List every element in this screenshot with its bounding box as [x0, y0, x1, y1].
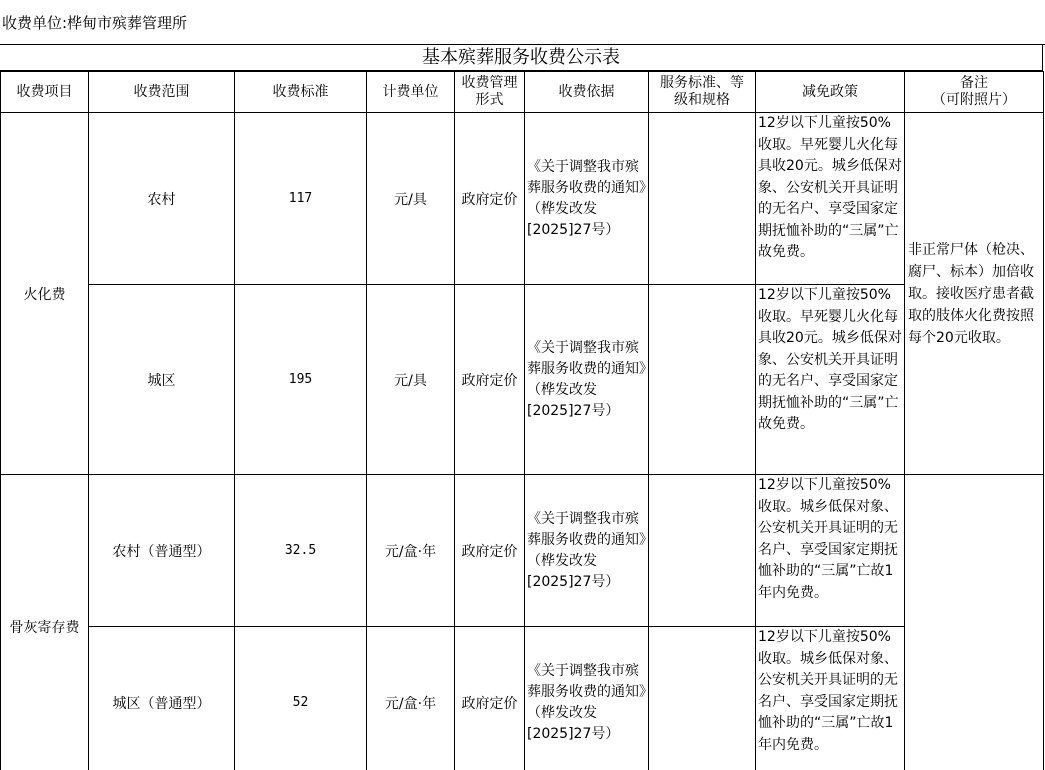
spec-cell — [649, 113, 756, 285]
form-cell: 政府定价 — [455, 475, 525, 627]
table-row — [1, 627, 1044, 770]
spec-cell — [649, 285, 756, 475]
scope-cell: 农村 — [89, 113, 235, 285]
spec-cell — [649, 627, 756, 770]
policy-cell: 12岁以下儿童按50%收取。城乡低保对象、公安机关开具证明的无名户、享受国家定期抚恤补助的“三属”亡故1年内免费。 — [756, 627, 905, 770]
basis-cell: 《关于调整我市殡葬服务收费的通知》（桦发改发[2025]27号） — [525, 113, 649, 285]
item-cell: 火化费 — [1, 113, 89, 475]
fee-table — [0, 71, 1044, 770]
col-header-form: 收费管理 形式 — [455, 72, 525, 113]
form-cell: 政府定价 — [455, 285, 525, 475]
standard-cell: 195 — [235, 285, 367, 475]
col-header-note: 备注 （可附照片） — [905, 72, 1044, 113]
policy-cell: 12岁以下儿童按50%收取。早死婴儿火化每具收20元。城乡低保对象、公安机关开具证明的无名户、享受国家定期抚恤补助的“三属”亡故免费。 — [756, 113, 905, 285]
basis-cell: 《关于调整我市殡葬服务收费的通知》（桦发改发[2025]27号） — [525, 627, 649, 770]
col-header-spec: 服务标准、等 级和规格 — [649, 72, 756, 113]
table-row — [1, 285, 1044, 475]
standard-cell: 52 — [235, 627, 367, 770]
scope-cell: 农村（普通型） — [89, 475, 235, 627]
unit-cell: 元/盒·年 — [367, 627, 455, 770]
note-cell: 非正常尸体（枪决、腐尸、标本）加倍收取。接收医疗患者截取的肢体火化费按照每个20元收取。 — [905, 113, 1044, 475]
spec-cell — [649, 475, 756, 627]
unit-cell: 元/具 — [367, 113, 455, 285]
table-title: 基本殡葬服务收费公示表 — [0, 44, 1043, 71]
table-row — [1, 113, 1044, 285]
unit-cell: 元/具 — [367, 285, 455, 475]
table-row — [1, 475, 1044, 627]
unit-cell: 元/盒·年 — [367, 475, 455, 627]
col-header-policy: 减免政策 — [756, 72, 905, 113]
col-header-unit: 计费单位 — [367, 72, 455, 113]
scope-cell: 城区（普通型） — [89, 627, 235, 770]
form-cell: 政府定价 — [455, 113, 525, 285]
basis-cell: 《关于调整我市殡葬服务收费的通知》（桦发改发[2025]27号） — [525, 285, 649, 475]
basis-cell: 《关于调整我市殡葬服务收费的通知》（桦发改发[2025]27号） — [525, 475, 649, 627]
col-header-scope: 收费范围 — [89, 72, 235, 113]
note-cell — [905, 475, 1044, 770]
policy-cell: 12岁以下儿童按50%收取。早死婴儿火化每具收20元。城乡低保对象、公安机关开具证明的无名户、享受国家定期抚恤补助的“三属”亡故免费。 — [756, 285, 905, 475]
table-top-border — [0, 44, 1045, 45]
item-cell: 骨灰寄存费 — [1, 475, 89, 770]
fee-table-sheet — [0, 44, 1045, 770]
fee-unit-label: 收费单位:桦甸市殡葬管理所 — [2, 14, 188, 32]
policy-cell: 12岁以下儿童按50%收取。城乡低保对象、公安机关开具证明的无名户、享受国家定期抚恤补助的“三属”亡故1年内免费。 — [756, 475, 905, 627]
scope-cell: 城区 — [89, 285, 235, 475]
col-header-item: 收费项目 — [1, 72, 89, 113]
col-header-basis: 收费依据 — [525, 72, 649, 113]
form-cell: 政府定价 — [455, 627, 525, 770]
standard-cell: 117 — [235, 113, 367, 285]
standard-cell: 32.5 — [235, 475, 367, 627]
header-row — [1, 72, 1044, 113]
col-header-standard: 收费标准 — [235, 72, 367, 113]
